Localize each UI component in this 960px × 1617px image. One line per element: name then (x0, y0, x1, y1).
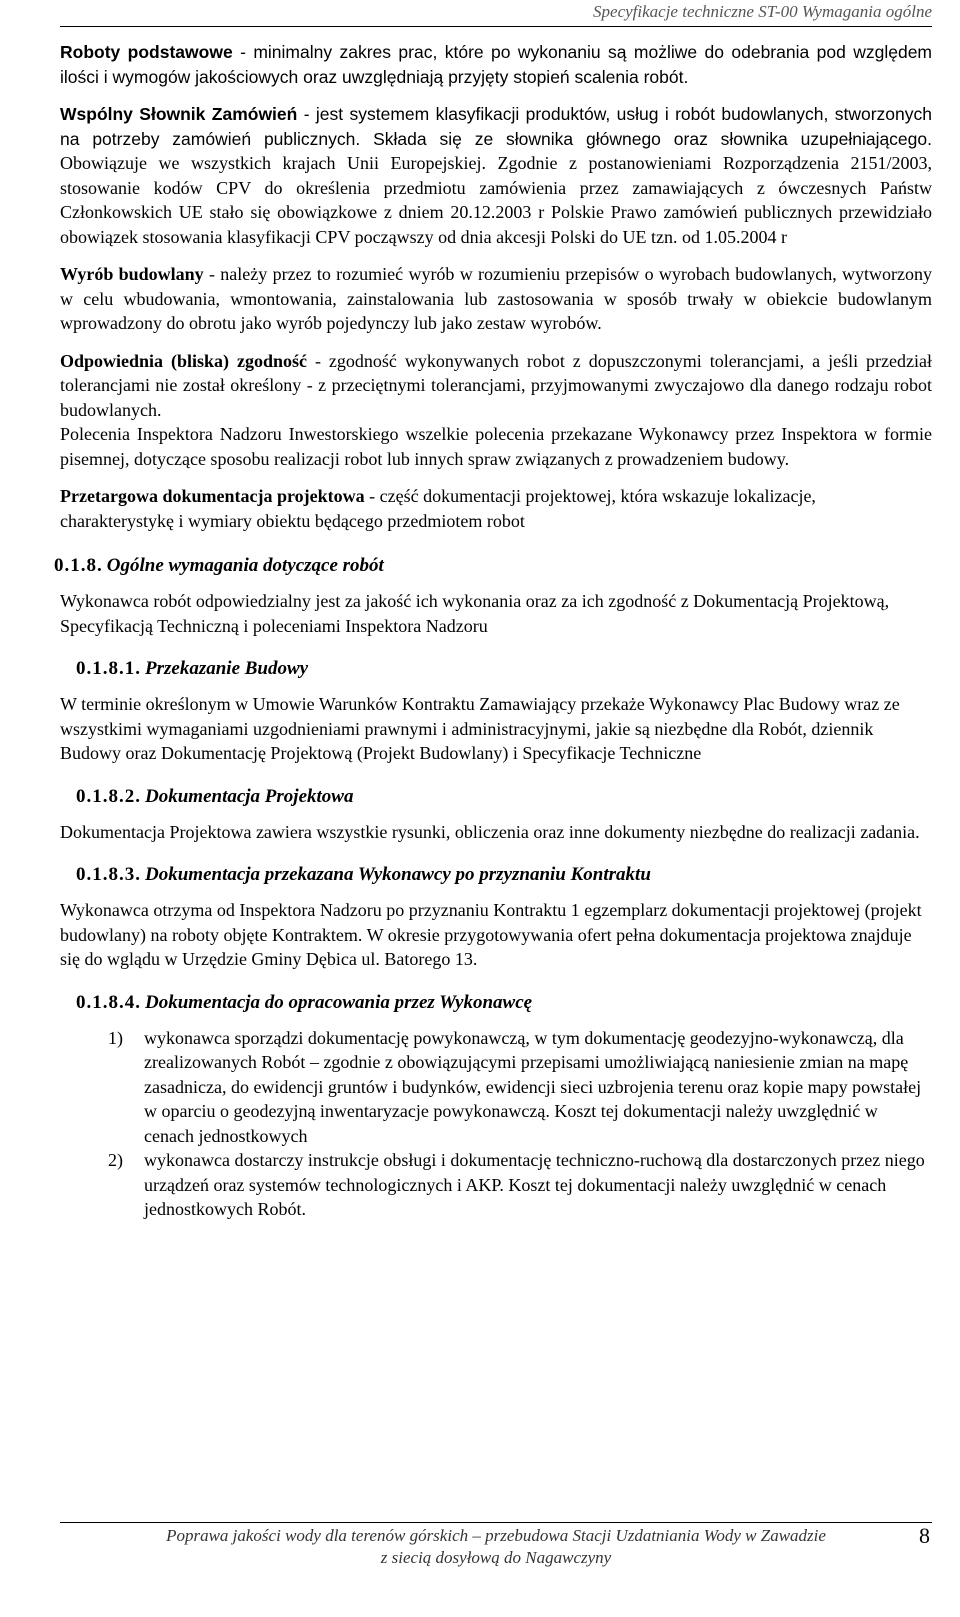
term: Roboty podstawowe (60, 42, 233, 62)
section-0182-text: Dokumentacja Projektowa zawiera wszystkie rysunki, obliczenia oraz inne dokumenty niezbędne do realizacji zadania. (60, 821, 920, 842)
section-0184-list (60, 1026, 932, 1222)
section-heading-0183 (76, 862, 932, 888)
section-number: 0.1.8. (54, 555, 103, 576)
footer-line-2: z siecią dosyłową do Nagawczyny (380, 1548, 612, 1567)
section-heading-018 (54, 553, 932, 579)
definition-text: - jest systemem klasyfikacji produktów, usług i robót budowlanych, stworzonych na potrzeby zamówień publicznych. Składa się ze słownika głównego oraz słownika uzupełniającego. (60, 104, 932, 149)
section-018-text: Wykonawca robót odpowiedzialny jest za jakość ich wykonania oraz za ich zgodność z Dokumentacją Projektową, Specyfikacją Techniczną i poleceniami Inspektora Nadzoru (60, 591, 890, 636)
header-divider (60, 26, 932, 27)
list-item (60, 1026, 932, 1149)
section-heading-0184 (76, 990, 932, 1016)
section-heading-0181 (76, 656, 932, 682)
definition-wspolny-slownik (60, 102, 932, 249)
section-title: Dokumentacja przekazana Wykonawcy po przyznaniu Kontraktu (145, 864, 651, 885)
section-number: 0.1.8.3. (76, 864, 141, 885)
section-title: Dokumentacja Projektowa (145, 785, 354, 807)
section-title: Dokumentacja do opracowania przez Wykonawcę (145, 991, 533, 1013)
definition-polecenia: Polecenia Inspektora Nadzoru Inwestorskiego wszelkie polecenia przekazane Wykonawcy przez Inspektora w formie pisemnej, dotyczące sposobu realizacji robot lub innych spraw związanych z prowadzeniem budowy. (60, 424, 932, 469)
definition-text: - część dokumentacji projektowej, która wskazuje lokalizacje, charakterystykę i wymiary obiektu będącego przedmiotem robot (60, 486, 816, 531)
definition-text: - należy przez to rozumieć wyrób w rozumieniu przepisów o wyrobach budowlanych, wytworzony w celu wbudowania, wmontowania, zainstalowania lub zastosowania w sposób trwały w obiekcie budowlanym wprowadzony do obrotu jako wyrób pojedynczy lub jako zestaw wyrobów. (60, 264, 932, 333)
page-number: 8 (919, 1523, 930, 1548)
section-heading-0182 (76, 784, 932, 810)
definition-wyrob-budowlany (60, 262, 932, 336)
document-body (54, 40, 933, 1222)
definition-text: - zgodność wykonywanych robot z dopuszczonymi tolerancjami, a jeśli przedział tolerancjami nie został określony - z przeciętnymi tolerancjami, przyjmowanymi zwyczajowo dla danego rodzaju robot budowlanych. (60, 350, 932, 420)
term: Przetargowa dokumentacja projektowa (60, 486, 365, 506)
definition-przetargowa (60, 484, 932, 533)
section-number: 0.1.8.4. (76, 991, 141, 1013)
list-item (60, 1148, 932, 1222)
definition-odpowiednia-zgodnosc (60, 349, 932, 423)
definition-text-continued: Obowiązuje we wszystkich krajach Unii Europejskiej. Zgodnie z postanowieniami Rozporządzenia 2151/2003, stosowanie kodów CPV do określenia przedmiotu zamówienia przez zamawiających z ówczesnych Państw Członkowskich UE stało się obowiązkowe z dniem 20.12.2003 r Polskie Prawo zamówień publicznych przewidziało obowiązek stosowania klasyfikacji CPV począwszy od dnia akcesji Polski do UE tzn. od 1.05.2004 r (60, 153, 932, 247)
footer-line-1: Poprawa jakości wody dla terenów górskich – przebudowa Stacji Uzdatniania Wody w Zawadzie (166, 1526, 826, 1545)
list-item-text: wykonawca sporządzi dokumentację powykonawczą, w tym dokumentację geodezyjno-wykonawczą, dla zrealizowanych Robót – zgodnie z obowiązującymi przepisami umożliwiającą naniesienie zmian na mapę zasadnicza, do ewidencji gruntów i budynków, ewidencji sieci uzbrojenia terenu oraz kopie mapy powstałej w oparciu o geodezyjną inwentaryzacje powykonawczą. Koszt tej dokumentacji należy uwzględnić w cenach jednostkowych (144, 1027, 922, 1146)
section-number: 0.1.8.2. (76, 785, 141, 807)
list-marker: 1) (108, 1027, 123, 1048)
definition-roboty-podstawowe (60, 40, 932, 89)
list-item-text: wykonawca dostarczy instrukcje obsługi i dokumentację techniczno-ruchową dla dostarczonych przez niego urządzeń oraz systemów technologicznych i AKP. Koszt tej dokumentacji należy uwzględnić w cenach jednostkowych Robót. (144, 1150, 925, 1219)
term: Wspólny Słownik Zamówień (60, 104, 298, 124)
section-title: Przekazanie Budowy (145, 658, 309, 679)
definition-text: - minimalny zakres prac, które po wykonaniu są możliwe do odebrania pod względem ilości i wymogów jakościowych oraz uwzględniają przyjęty stopień scalenia robót. (60, 42, 933, 87)
section-0181-text: W terminie określonym w Umowie Warunków Kontraktu Zamawiający przekaże Wykonawcy Plac Budowy wraz ze wszystkimi wymaganiami uzgodnieniami prawnymi i administracyjnymi, jakie są niezbędne dla Robót, dziennik Budowy oraz Dokumentację Projektową (Projekt Budowlany) i Specyfikacje Techniczne (60, 694, 900, 763)
section-0183-text: Wykonawca otrzyma od Inspektora Nadzoru po przyznaniu Kontraktu 1 egzemplarz dokumentacji projektowej (projekt budowlany) na roboty objęte Kontraktem. W okresie przygotowywania ofert pełna dokumentacja projektowa znajduje się do wglądu w Urzędzie Gminy Dębica ul. Batorego 13. (60, 900, 922, 969)
footer-divider (60, 1522, 932, 1523)
term: Odpowiednia (bliska) zgodność (60, 350, 307, 371)
page-footer (60, 1525, 932, 1569)
page-header: Specyfikacje techniczne ST-00 Wymagania ogólne (593, 2, 932, 21)
section-number: 0.1.8.1. (76, 658, 141, 679)
list-marker: 2) (108, 1150, 123, 1170)
section-title: Ogólne wymagania dotyczące robót (106, 555, 384, 576)
term: Wyrób budowlany (60, 264, 204, 284)
